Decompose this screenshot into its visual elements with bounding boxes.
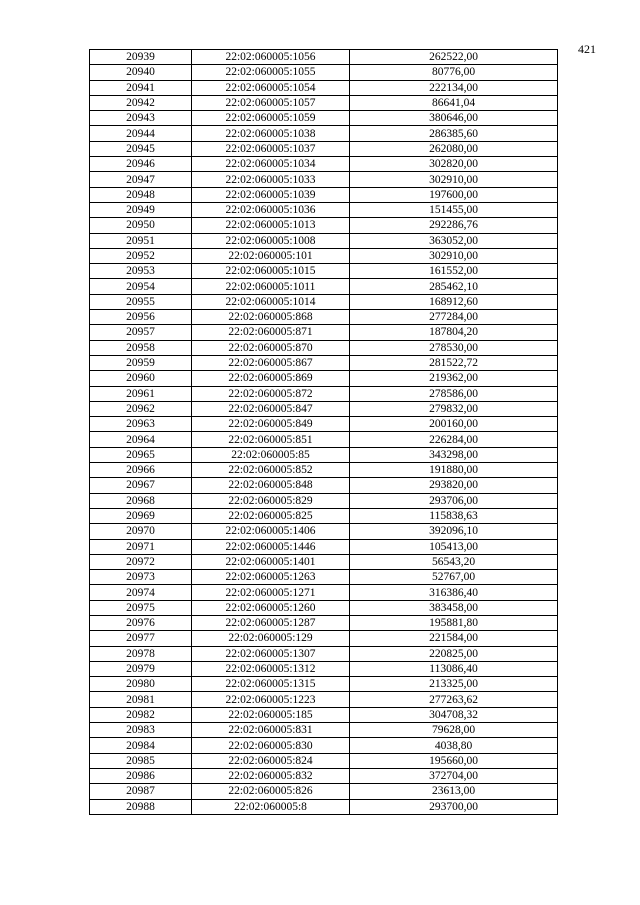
cadastral-number-cell: 22:02:060005:872 bbox=[192, 386, 350, 401]
value-cell: 161552,00 bbox=[350, 264, 558, 279]
cadastral-number-cell: 22:02:060005:1014 bbox=[192, 294, 350, 309]
value-cell: 392096,10 bbox=[350, 524, 558, 539]
row-number-cell: 20988 bbox=[90, 799, 192, 814]
value-cell: 278586,00 bbox=[350, 386, 558, 401]
row-number-cell: 20979 bbox=[90, 661, 192, 676]
value-cell: 187804,20 bbox=[350, 325, 558, 340]
table-row bbox=[90, 157, 558, 172]
value-cell: 277284,00 bbox=[350, 310, 558, 325]
cadastral-number-cell: 22:02:060005:868 bbox=[192, 310, 350, 325]
cadastral-number-cell: 22:02:060005:824 bbox=[192, 753, 350, 768]
cadastral-number-cell: 22:02:060005:1008 bbox=[192, 233, 350, 248]
row-number-cell: 20946 bbox=[90, 157, 192, 172]
table-row bbox=[90, 325, 558, 340]
table-row bbox=[90, 50, 558, 65]
cadastral-number-cell: 22:02:060005:1260 bbox=[192, 600, 350, 615]
value-cell: 222134,00 bbox=[350, 80, 558, 95]
value-cell: 191880,00 bbox=[350, 463, 558, 478]
row-number-cell: 20986 bbox=[90, 768, 192, 783]
cadastral-number-cell: 22:02:060005:1271 bbox=[192, 585, 350, 600]
table-row bbox=[90, 570, 558, 585]
table-row bbox=[90, 447, 558, 462]
row-number-cell: 20961 bbox=[90, 386, 192, 401]
row-number-cell: 20964 bbox=[90, 432, 192, 447]
cadastral-number-cell: 22:02:060005:1307 bbox=[192, 646, 350, 661]
cadastral-number-cell: 22:02:060005:829 bbox=[192, 493, 350, 508]
value-cell: 79628,00 bbox=[350, 723, 558, 738]
table-row bbox=[90, 600, 558, 615]
table-row bbox=[90, 463, 558, 478]
row-number-cell: 20983 bbox=[90, 723, 192, 738]
table-row bbox=[90, 723, 558, 738]
table-row bbox=[90, 615, 558, 630]
table-row bbox=[90, 508, 558, 523]
table-row bbox=[90, 279, 558, 294]
table-row bbox=[90, 692, 558, 707]
row-number-cell: 20970 bbox=[90, 524, 192, 539]
row-number-cell: 20976 bbox=[90, 615, 192, 630]
cadastral-number-cell: 22:02:060005:831 bbox=[192, 723, 350, 738]
row-number-cell: 20984 bbox=[90, 738, 192, 753]
table-row bbox=[90, 417, 558, 432]
value-cell: 316386,40 bbox=[350, 585, 558, 600]
page-number: 421 bbox=[578, 42, 596, 56]
cadastral-number-cell: 22:02:060005:851 bbox=[192, 432, 350, 447]
table-row bbox=[90, 386, 558, 401]
cadastral-number-cell: 22:02:060005:830 bbox=[192, 738, 350, 753]
value-cell: 286385,60 bbox=[350, 126, 558, 141]
row-number-cell: 20945 bbox=[90, 141, 192, 156]
value-cell: 115838,63 bbox=[350, 508, 558, 523]
table-row bbox=[90, 202, 558, 217]
value-cell: 262080,00 bbox=[350, 141, 558, 156]
value-cell: 168912,60 bbox=[350, 294, 558, 309]
value-cell: 197600,00 bbox=[350, 187, 558, 202]
value-cell: 151455,00 bbox=[350, 202, 558, 217]
cadastral-number-cell: 22:02:060005:1315 bbox=[192, 677, 350, 692]
table-row bbox=[90, 493, 558, 508]
value-cell: 262522,00 bbox=[350, 50, 558, 65]
value-cell: 52767,00 bbox=[350, 570, 558, 585]
cadastral-number-cell: 22:02:060005:826 bbox=[192, 784, 350, 799]
cadastral-number-cell: 22:02:060005:1038 bbox=[192, 126, 350, 141]
row-number-cell: 20949 bbox=[90, 202, 192, 217]
table-row bbox=[90, 631, 558, 646]
cadastral-number-cell: 22:02:060005:1446 bbox=[192, 539, 350, 554]
row-number-cell: 20960 bbox=[90, 371, 192, 386]
table-row bbox=[90, 432, 558, 447]
row-number-cell: 20971 bbox=[90, 539, 192, 554]
table-row bbox=[90, 248, 558, 263]
row-number-cell: 20941 bbox=[90, 80, 192, 95]
table-row bbox=[90, 294, 558, 309]
table-row bbox=[90, 646, 558, 661]
cadastral-number-cell: 22:02:060005:1263 bbox=[192, 570, 350, 585]
row-number-cell: 20974 bbox=[90, 585, 192, 600]
cadastral-number-cell: 22:02:060005:1011 bbox=[192, 279, 350, 294]
cadastral-number-cell: 22:02:060005:825 bbox=[192, 508, 350, 523]
cadastral-number-cell: 22:02:060005:1033 bbox=[192, 172, 350, 187]
table-row bbox=[90, 310, 558, 325]
cadastral-number-cell: 22:02:060005:832 bbox=[192, 768, 350, 783]
value-cell: 80776,00 bbox=[350, 65, 558, 80]
row-number-cell: 20942 bbox=[90, 95, 192, 110]
cadastral-number-cell: 22:02:060005:1037 bbox=[192, 141, 350, 156]
value-cell: 343298,00 bbox=[350, 447, 558, 462]
value-cell: 195660,00 bbox=[350, 753, 558, 768]
table-row bbox=[90, 661, 558, 676]
row-number-cell: 20973 bbox=[90, 570, 192, 585]
value-cell: 293820,00 bbox=[350, 478, 558, 493]
cadastral-number-cell: 22:02:060005:847 bbox=[192, 401, 350, 416]
value-cell: 383458,00 bbox=[350, 600, 558, 615]
row-number-cell: 20982 bbox=[90, 707, 192, 722]
value-cell: 213325,00 bbox=[350, 677, 558, 692]
value-cell: 105413,00 bbox=[350, 539, 558, 554]
value-cell: 285462,10 bbox=[350, 279, 558, 294]
table-row bbox=[90, 738, 558, 753]
table-row bbox=[90, 371, 558, 386]
row-number-cell: 20943 bbox=[90, 111, 192, 126]
cadastral-number-cell: 22:02:060005:871 bbox=[192, 325, 350, 340]
row-number-cell: 20950 bbox=[90, 218, 192, 233]
row-number-cell: 20968 bbox=[90, 493, 192, 508]
value-cell: 279832,00 bbox=[350, 401, 558, 416]
cadastral-number-cell: 22:02:060005:848 bbox=[192, 478, 350, 493]
row-number-cell: 20953 bbox=[90, 264, 192, 279]
value-cell: 219362,00 bbox=[350, 371, 558, 386]
cadastral-number-cell: 22:02:060005:1056 bbox=[192, 50, 350, 65]
row-number-cell: 20954 bbox=[90, 279, 192, 294]
row-number-cell: 20940 bbox=[90, 65, 192, 80]
value-cell: 372704,00 bbox=[350, 768, 558, 783]
cadastral-number-cell: 22:02:060005:8 bbox=[192, 799, 350, 814]
row-number-cell: 20959 bbox=[90, 355, 192, 370]
cadastral-number-cell: 22:02:060005:1054 bbox=[192, 80, 350, 95]
cadastral-number-cell: 22:02:060005:1034 bbox=[192, 157, 350, 172]
table-row bbox=[90, 539, 558, 554]
cadastral-number-cell: 22:02:060005:869 bbox=[192, 371, 350, 386]
cadastral-number-cell: 22:02:060005:1013 bbox=[192, 218, 350, 233]
value-cell: 277263,62 bbox=[350, 692, 558, 707]
value-cell: 293706,00 bbox=[350, 493, 558, 508]
row-number-cell: 20956 bbox=[90, 310, 192, 325]
value-cell: 302910,00 bbox=[350, 248, 558, 263]
row-number-cell: 20951 bbox=[90, 233, 192, 248]
row-number-cell: 20967 bbox=[90, 478, 192, 493]
table-row bbox=[90, 95, 558, 110]
cadastral-number-cell: 22:02:060005:1057 bbox=[192, 95, 350, 110]
table-row bbox=[90, 799, 558, 814]
value-cell: 200160,00 bbox=[350, 417, 558, 432]
table-row bbox=[90, 478, 558, 493]
table-row bbox=[90, 554, 558, 569]
table-row bbox=[90, 111, 558, 126]
table-row bbox=[90, 172, 558, 187]
row-number-cell: 20972 bbox=[90, 554, 192, 569]
table-row bbox=[90, 80, 558, 95]
row-number-cell: 20980 bbox=[90, 677, 192, 692]
row-number-cell: 20957 bbox=[90, 325, 192, 340]
row-number-cell: 20958 bbox=[90, 340, 192, 355]
table-row bbox=[90, 585, 558, 600]
row-number-cell: 20965 bbox=[90, 447, 192, 462]
row-number-cell: 20978 bbox=[90, 646, 192, 661]
row-number-cell: 20963 bbox=[90, 417, 192, 432]
table-row bbox=[90, 233, 558, 248]
row-number-cell: 20948 bbox=[90, 187, 192, 202]
cadastral-number-cell: 22:02:060005:1015 bbox=[192, 264, 350, 279]
value-cell: 23613,00 bbox=[350, 784, 558, 799]
table-row bbox=[90, 126, 558, 141]
row-number-cell: 20947 bbox=[90, 172, 192, 187]
row-number-cell: 20985 bbox=[90, 753, 192, 768]
value-cell: 86641,04 bbox=[350, 95, 558, 110]
row-number-cell: 20975 bbox=[90, 600, 192, 615]
cadastral-number-cell: 22:02:060005:129 bbox=[192, 631, 350, 646]
value-cell: 304708,32 bbox=[350, 707, 558, 722]
table-row bbox=[90, 218, 558, 233]
table-row bbox=[90, 753, 558, 768]
table-row bbox=[90, 264, 558, 279]
row-number-cell: 20981 bbox=[90, 692, 192, 707]
value-cell: 56543,20 bbox=[350, 554, 558, 569]
row-number-cell: 20966 bbox=[90, 463, 192, 478]
cadastral-number-cell: 22:02:060005:1312 bbox=[192, 661, 350, 676]
table-row bbox=[90, 784, 558, 799]
value-cell: 4038,80 bbox=[350, 738, 558, 753]
value-cell: 278530,00 bbox=[350, 340, 558, 355]
cadastral-number-cell: 22:02:060005:185 bbox=[192, 707, 350, 722]
cadastral-number-cell: 22:02:060005:1223 bbox=[192, 692, 350, 707]
value-cell: 380646,00 bbox=[350, 111, 558, 126]
value-cell: 292286,76 bbox=[350, 218, 558, 233]
value-cell: 113086,40 bbox=[350, 661, 558, 676]
table-row bbox=[90, 141, 558, 156]
table-row bbox=[90, 355, 558, 370]
value-cell: 226284,00 bbox=[350, 432, 558, 447]
cadastral-number-cell: 22:02:060005:1401 bbox=[192, 554, 350, 569]
cadastral-number-cell: 22:02:060005:85 bbox=[192, 447, 350, 462]
value-cell: 302910,00 bbox=[350, 172, 558, 187]
value-cell: 221584,00 bbox=[350, 631, 558, 646]
cadastral-number-cell: 22:02:060005:1059 bbox=[192, 111, 350, 126]
row-number-cell: 20955 bbox=[90, 294, 192, 309]
row-number-cell: 20952 bbox=[90, 248, 192, 263]
row-number-cell: 20977 bbox=[90, 631, 192, 646]
row-number-cell: 20944 bbox=[90, 126, 192, 141]
value-cell: 195881,80 bbox=[350, 615, 558, 630]
cadastral-number-cell: 22:02:060005:1036 bbox=[192, 202, 350, 217]
cadastral-number-cell: 22:02:060005:1039 bbox=[192, 187, 350, 202]
value-cell: 220825,00 bbox=[350, 646, 558, 661]
table-body bbox=[90, 50, 558, 815]
cadastral-number-cell: 22:02:060005:1406 bbox=[192, 524, 350, 539]
cadastral-number-cell: 22:02:060005:1055 bbox=[192, 65, 350, 80]
value-cell: 302820,00 bbox=[350, 157, 558, 172]
table-row bbox=[90, 187, 558, 202]
table-row bbox=[90, 340, 558, 355]
table-row bbox=[90, 65, 558, 80]
data-table bbox=[89, 49, 558, 815]
cadastral-number-cell: 22:02:060005:870 bbox=[192, 340, 350, 355]
cadastral-number-cell: 22:02:060005:101 bbox=[192, 248, 350, 263]
value-cell: 363052,00 bbox=[350, 233, 558, 248]
cadastral-number-cell: 22:02:060005:867 bbox=[192, 355, 350, 370]
table-row bbox=[90, 768, 558, 783]
table-row bbox=[90, 401, 558, 416]
table-row bbox=[90, 524, 558, 539]
value-cell: 281522,72 bbox=[350, 355, 558, 370]
cadastral-number-cell: 22:02:060005:849 bbox=[192, 417, 350, 432]
table-row bbox=[90, 707, 558, 722]
cadastral-number-cell: 22:02:060005:1287 bbox=[192, 615, 350, 630]
row-number-cell: 20939 bbox=[90, 50, 192, 65]
row-number-cell: 20969 bbox=[90, 508, 192, 523]
row-number-cell: 20962 bbox=[90, 401, 192, 416]
row-number-cell: 20987 bbox=[90, 784, 192, 799]
cadastral-number-cell: 22:02:060005:852 bbox=[192, 463, 350, 478]
table-row bbox=[90, 677, 558, 692]
value-cell: 293700,00 bbox=[350, 799, 558, 814]
